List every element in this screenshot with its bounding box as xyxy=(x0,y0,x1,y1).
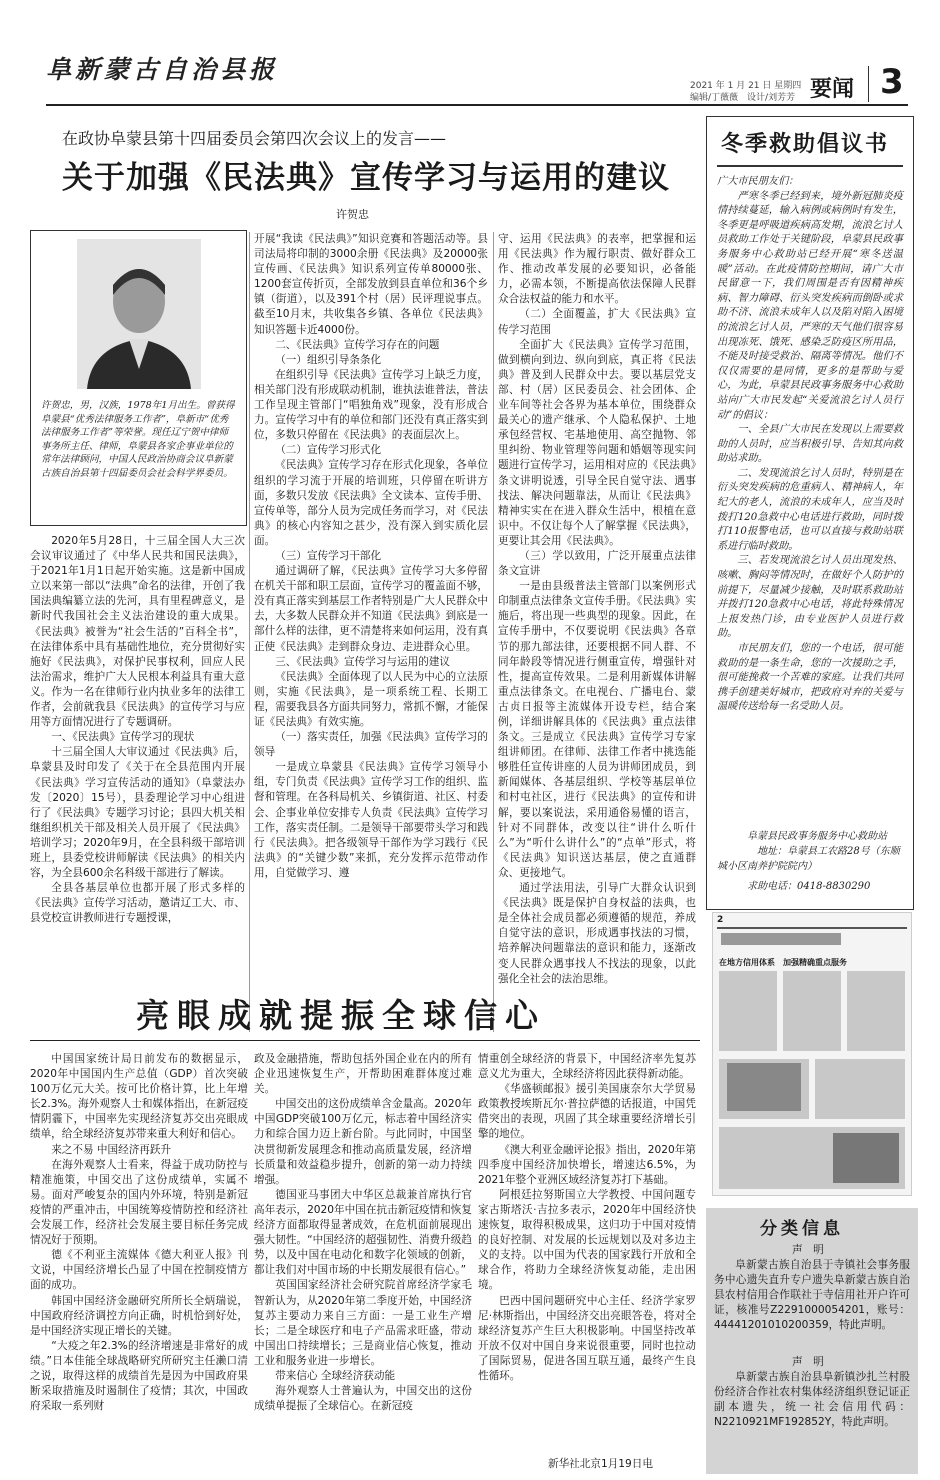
section-label: 要闻 xyxy=(810,77,855,102)
appeal-paragraph: 一、全县广大市民在发现以上需要救助的人员时，应当积极引导、告知其向救助站求助。 xyxy=(717,424,903,465)
article1-paragraph: 全面扩大《民法典》宣传学习范围，做到横向到边、纵向到底，真正将《民法典》普及到人民群众中去。要以基层党支部、村（居）区民委员会、社会团体、企业车间等社会各界为基本单位，围绕群众最关心的遗产继承、个人隐私保护、土地承包经营权、宅基地使用、高空抛物、邻里纠纷、物业管理等问题和婚姻等现实问题进行宣传学习，运用相对应的《民法典》条文讲明说透，引导全民自觉守法、遇事找法、解决问题靠法，从而让《民法典》精神实实在在进入群众生活中，根植在意识中。不仅让每个人了解掌握《民法典》，更要让其会用《民法典》。 xyxy=(498,338,696,547)
article2-title: 亮眼成就提振全球信心 xyxy=(136,996,546,1035)
appeal-paragraph: 二、发现流浪乞讨人员时，特别是在衍头突发疾病的危重病人、精神病人，年纪大的老人，流浪的未成年人，应当及时拨打120急救中心电话进行救助，同时拨打110报警电话，也可以直接与救助站联系进行临时救助。 xyxy=(717,467,903,552)
article1-column-3 xyxy=(498,232,696,1034)
article1-paragraph: 通过学法用法，引导广大群众认识到《民法典》既是保护自身权益的法典，也是全体社会成员都必须遵循的规范，养成自觉守法的意识，形成遇事找法的习惯，培养解决问题靠法的意识和能力，逐渐改变人民群众遇事找人不找法的现象，以此强化全社会的法治思维。 xyxy=(498,882,696,985)
article2-paragraph: 带来信心 全球经济获动能 xyxy=(275,1369,396,1382)
article1-paragraph: 一是由县级普法主管部门以案例形式印制重点法律条文宣传手册。《民法典》实施后，将出现一些典型的现象。因此，在宣传手册中，不仅要说明《民法典》各章节的那九部法律，还要根据不同人群、不同年龄段等情况进行侧重宣传，增强针对性，提高宣传效果。二是利用新媒体讲解重点法律条文。在电视台、广播电台、蒙古贞日报等主流媒体开设专栏，结合案例，详细讲解具体的《民法典》重点法律条文。三是成立《民法典》宣传学习专家组讲师团。在律师、法律工作者中挑选能够胜任宣传讲座的人员为讲师团成员，到新闻媒体、各基层组织、学校等基层单位和村屯社区，进行《民法典》的宣传和讲解，要以案说法，采用通俗易懂的语言，针对不同群体，改变以往“讲什么听什么”为“听什么讲什么”的“点单”形式，将《民法典》知识送达基层，使之直通群众、更接地气。 xyxy=(498,580,696,879)
article2-paragraph: 《澳大利亚金融评论报》指出，2020年第四季度中国经济加快增长，增速达6.5%，为2021年整个亚洲区域经济复苏打下基础。 xyxy=(478,1143,696,1186)
article1-paragraph: （一）组织引导条条化 xyxy=(275,353,382,366)
newspaper-masthead: 阜新蒙古自治县报 xyxy=(46,55,279,84)
appeal-address: 地址：阜蒙县工农路28号（东顺城小区南养护院院内） xyxy=(717,846,900,872)
notice-2-heading: 声 明 xyxy=(792,1356,824,1368)
article1-paragraph: 通过调研了解，《民法典》宣传学习大多停留在机关干部和职工层面，宣传学习的覆盖面不够，没有真正落实到基层工作者特别是广大人民群众中去，大多数人民群众并不知道《民法典》到底是一部什么样的法律，更不清楚将来如何运用，没有真正使《民法典》走到群众身边、走进群众心里。 xyxy=(254,565,488,653)
appeal-body xyxy=(717,175,903,715)
appeal-paragraph: 广大市民朋友们： xyxy=(717,176,799,187)
article2-paragraph: 政及金融措施，帮助包括外国企业在内的所有企业迅速恢复生产，开帮助困难群体度过难关。 xyxy=(254,1053,472,1096)
article1-paragraph: 开展“我读《民法典》”知识竞赛和答题活动等。县司法局将印制的3000余册《民法典》及20000张宣传画、《民法典》知识系列宣传单80000张、1200套宣传折页，全部发放到县直单位和36个乡镇（街道），以及391个村（居）民评理说事点。截至10月末，共收集各乡镇、各单位《民法典》知识答题卡近4000份。 xyxy=(254,233,488,336)
appeal-paragraph: 严寒冬季已经到来，境外新冠肺炎疫情持续蔓延，输入病例或病例时有发生，冬季更是呼吸道疾病高发期，流浪乞讨人员救助工作处于关键阶段，阜蒙县民政事务服务中心救助站已经开展“寒冬送温暖”活动。在此疫情防控期间，请广大市民留意一下，我们周围是否有因精神疾病、智力障碍、衍头突发疾病而倒卧或求助不济、流浪未成年人以及陷对陷入困境的流浪乞讨人员，严寒的天气他们很容易出现冻死、饿死、感染乏防疫区所用品，不能及时接受救治、隔离等情况。他们不仅仅需要的是同情，更多的是帮助与爱心，为此，阜蒙县民政事务服务中心救助站向广大市民发起“关爱流浪乞讨人员行动”的倡议： xyxy=(717,190,903,421)
issue-date: 2021 年 1 月 21 日 星期四 xyxy=(690,81,802,91)
article1-paragraph: 一、《民法典》宣传学习的现状 xyxy=(51,731,195,744)
article-title: 关于加强《民法典》宣传学习与运用的建议 xyxy=(62,160,670,196)
article1-paragraph: （三）宣传学习干部化 xyxy=(275,549,382,562)
article1-column-2 xyxy=(254,232,488,1034)
author-box xyxy=(30,230,247,526)
article1-paragraph: 《民法典》全面体现了以人民为中心的立法原则，实施《民法典》，是一项系统工程、长期工程，需要我县各方面共同努力，常抓不懈，才能保证《民法典》有效实施。 xyxy=(254,670,488,728)
appeal-phone: 求助电话：0418-8830290 xyxy=(747,881,871,892)
article1-column-1 xyxy=(30,534,245,1034)
author-caption: 许贺忠，男，汉族，1978年1月出生。曾获得阜蒙县“优秀法律服务工作者”，阜新市“优秀法律服务工作者”等荣誉。现任辽宁贺中律师事务所主任、律师，阜蒙县各家企事业单位的常年法律顾问，中国人民政治协商会议阜新蒙古族自治县第十四届委员会社会科学界委员。 xyxy=(41,400,235,479)
article1-paragraph: 三、《民法典》宣传学习与运用的建议 xyxy=(275,655,450,668)
article2-paragraph: 海外观察人士普遍认为，中国交出的这份成绩单提振了全球信心。在新冠疫 xyxy=(254,1385,472,1413)
article1-paragraph: 二、《民法典》宣传学习存在的问题 xyxy=(275,338,440,351)
article1-paragraph: （三）学以致用，广泛开展重点法律条文宣讲 xyxy=(498,549,696,578)
article1-paragraph: 《民法典》宣传学习存在形式化现象，各单位组织的学习流于开展的培训班，只停留在听讲方面，多数只发放《民法典》全文读本、宣传手册、宣传单等，部分人员为完成任务而学习，对《民法典》的核心内容知之甚少，没有深入到实质化层面。 xyxy=(254,459,488,547)
article1-paragraph: 在组织引导《民法典》宣传学习上缺乏力度，相关部门没有形成联动机制，谁执法谁普法，普法工作呈现主管部门“唱独角戏”现象，没有形成合力。宣传学习中有的单位和部门还没有真正落实到位，多数只停留在《民法典》的表面层次上。 xyxy=(254,368,488,442)
article2-paragraph: 阿根廷拉努斯国立大学教授、中国问题专家古斯塔沃·吉拉多表示，2020年中国经济快速恢复，取得积极成果，这归功于中国对疫情的良好控制、对发展的长远规划以及对多边主义的支持。以中国为代表的国家践行开放和全球合作，将助力全球经济恢复动能，走出困境。 xyxy=(478,1188,696,1292)
appeal-org: 阜蒙县民政事务服务中心救助站 xyxy=(747,831,887,842)
article1-paragraph: 守、运用《民法典》的表率，把掌握和运用《民法典》作为履行职责、做好群众工作、推动改革发展的必要知识，必备能力，必需本领，不断提高依法保障人民群众合法权益的能力和水平。 xyxy=(498,233,696,306)
article1-paragraph: 2020年5月28日，十三届全国人大三次会议审议通过了《中华人民共和国民法典》，于2021年1月1日起开始实施。这是新中国成立以来第一部以“法典”命名的法律，开创了我国法典编纂立法的先河，具有里程碑意义，是新时代我国社会主义法治建设的重大成果。《民法典》被誉为“社会生活的”百科全书”，在法律体系中具有基础性地位，充分贯彻好实施好《民法典》，对保护民事权利，回应人民法治需求，维护广大人民根本利益具有重大意义。作为一名在律师行业内执业多年的法律工作者，会前就我县《民法典》的宣传学习与应用等方面情况进行了专题调研。 xyxy=(30,535,245,729)
page-thumbnail xyxy=(712,912,912,1196)
article2-paragraph: 德《不利亚主流媒体《德大利亚人报》刊文说，中国经济增长凸显了中国在控制疫情方面的成功。 xyxy=(30,1249,248,1292)
article2-paragraph: 英国国家经济社会研究院首席经济学家毛智新认为，从2020年第二季度开始，中国经济复苏主要动力来自三方面：一是工业生产增长；二是全球医疗和电子产品需求旺盛，带动中国出口持续增长；三是商业信心恢复，推动工业和服务业进一步增长。 xyxy=(254,1279,472,1367)
article2-paragraph: 中国交出的这份成绩单含金量高。2020年中国GDP突破100万亿元，标志着中国经济实力和综合国力迈上新台阶。与此同时，中国坚决贯彻新发展理念和推动高质量发展，经济增长质量和效益稳步提升，创新的第一动力持续增强。 xyxy=(254,1098,472,1186)
article2-column-3 xyxy=(478,1052,696,1452)
article2-paragraph: 中国国家统计局日前发布的数据显示，2020年中国国内生产总值（GDP）首次突破100万亿元大关。按可比价格计算，比上年增长2.3%。海外观察人士和媒体指出，在新冠疫情阴霾下，中国率先实现经济复苏交出亮眼成绩单，给全球经济复苏带来重大利好和信心。 xyxy=(30,1053,248,1141)
notice-2-body: 阜新蒙古族自治县阜新镇沙扎兰村股份经济合作社农村集体经济组织登记证正副本遗失，统一社会信用代码：N2210921MF192852Y，特此声明。 xyxy=(714,1371,910,1429)
masthead-rule xyxy=(46,104,908,106)
thumbnail-headline: 在地方信用体系 加强精确重点服务 xyxy=(719,958,847,967)
article-kicker: 在政协阜蒙县第十四届委员会第四次会议上的发言—— xyxy=(62,129,447,148)
article2-paragraph: 巴西中国问题研究中心主任、经济学家罗尼·林斯指出，中国经济交出亮眼答卷，将对全球经济复苏产生巨大积极影响。中国坚持改革开放不仅对中国自身来说很重要，同时也拉动了国际贸易，促进各国互联互通，最终产生良性循环。 xyxy=(478,1294,696,1382)
editor-line: 编辑/丁薇薇 设计/刘芳芳 xyxy=(690,93,796,103)
article1-paragraph: （一）落实责任，加强《民法典》宣传学习的领导 xyxy=(254,731,488,759)
article2-paragraph: 韩国中国经济金融研究所所长全炳瑞说，中国政府经济调控方向正确，时机恰到好处，是中国经济实现正增长的关键。 xyxy=(30,1294,248,1337)
article1-paragraph: 全县各基层单位也都开展了形式多样的《民法典》宣传学习活动，邀请辽工大、市、县党校宣讲教师进行专题授课， xyxy=(30,882,245,925)
article2-paragraph: “大疫之年2.3%的经济增速是非常好的成绩。”日本佳能全球战略研究所研究主任濑口清之说，取得这样的成绩首先是因为中国政府果断采取措施及时遏制住了疫情；其次，中国政府采取一系列财 xyxy=(30,1339,248,1413)
appeal-title: 冬季救助倡议书 xyxy=(721,131,890,157)
article1-paragraph: 十三届全国人大审议通过《民法典》后，阜蒙县及时印发了《关于在全县范围内开展《民法典》学习宣传活动的通知》（阜蒙法办发〔2020〕15号），县委理论学习中心组进行了《民法典》专题学习讨论；县四大机关相继组织机关干部及相关人员开展了《民法典》培训学习；2020年9月，在全县科级干部培训班上，县委党校讲师解读《民法典》的相关内容，为全县600余名科级干部进行了解读。 xyxy=(30,746,245,880)
page-number: 3 xyxy=(880,62,904,102)
thumbnail-page-label: 2 xyxy=(717,915,724,925)
article1-paragraph: （二）全面覆盖，扩大《民法典》宣传学习范围 xyxy=(498,308,696,336)
article-author: 许贺忠 xyxy=(336,208,369,221)
article2-paragraph: 来之不易 中国经济再跃升 xyxy=(51,1143,172,1156)
appeal-paragraph: 三、若发现流浪乞讨人员出现发热、咳嗽、胸闷等情况时，在做好个人防护的前提下，尽量减少接触，及时联系救助站并拨打120急救中心电话，将此特殊情况上报发热门诊，由专业医护人员进行救助。 xyxy=(717,555,903,640)
appeal-box xyxy=(706,116,914,910)
article1-paragraph: 一是成立阜蒙县《民法典》宣传学习领导小组，专门负责《民法典》宣传学习工作的组织、监督和管理。在各科局机关、乡镇街道、社区、村委会、企事业单位安排专人负责《民法典》宣传学习工作，落实责任制。二是领导干部要带头学习和践行《民法典》。把各级领导干部作为学习践行《民法典》的“关键少数”来抓，充分发挥示范带动作用，自觉做学习、遵 xyxy=(254,761,488,879)
article1-paragraph: （二）宣传学习形式化 xyxy=(275,444,382,457)
author-photo xyxy=(77,239,201,389)
article2-signoff: 新华社北京1月19日电 xyxy=(548,1458,653,1470)
notice-1-heading: 声 明 xyxy=(792,1244,824,1256)
appeal-paragraph: 市民朋友们，您的一个电话，很可能救助的是一条生命，您的一次援助之手，很可能挽救一个苦难的家庭。让我们共同携手创建美好城市，把政府对弃的关爱与温暖传送给每一名受助人员。 xyxy=(717,643,903,713)
article2-top-rule xyxy=(30,1040,700,1041)
classifieds-box xyxy=(706,1208,918,1474)
article2-paragraph: 在海外观察人士看来，得益于成功防控与精准施策，中国交出了这份成绩单，实属不易。面对严峻复杂的国内外环境，特别是新冠疫情的严重冲击，中国统筹疫情防控和经济社会发展工作，经济社会发展主要目标任务完成情况好于预期。 xyxy=(30,1158,248,1247)
notice-1-body: 阜新蒙古族自治县于寺镇社会事务服务中心遗失直升专户遗失阜新蒙古族自治县农村信用合作联社于寺信用社开户许可证，核准号Z2291000054201，账号：44441201010200359，特此声明。 xyxy=(714,1259,910,1332)
classifieds-title: 分类信息 xyxy=(760,1219,844,1239)
article2-paragraph: 《华盛顿邮报》援引美国康奈尔大学贸易政策教授埃斯瓦尔·普拉萨德的话报道，中国凭借突出的表现，巩固了其全球重要经济增长引擎的地位。 xyxy=(478,1083,696,1141)
article2-paragraph: 情重创全球经济的背景下，中国经济率先复苏意义尤为重大，全球经济将因此获得新动能。 xyxy=(478,1053,696,1081)
article2-column-1 xyxy=(30,1052,248,1452)
article2-paragraph: 德国亚马事团大中华区总裁兼首席执行官高年表示，2020年中国在抗击新冠疫情和恢复经济方面都取得显著成效，在危机面前展现出强大韧性。“中国经济的超强韧性、消费升级趋势，以及中国在电动化和数字化领域的创新，都让我们对中国市场的中长期发展很有信心。” xyxy=(254,1188,472,1277)
article2-column-2 xyxy=(254,1052,472,1452)
